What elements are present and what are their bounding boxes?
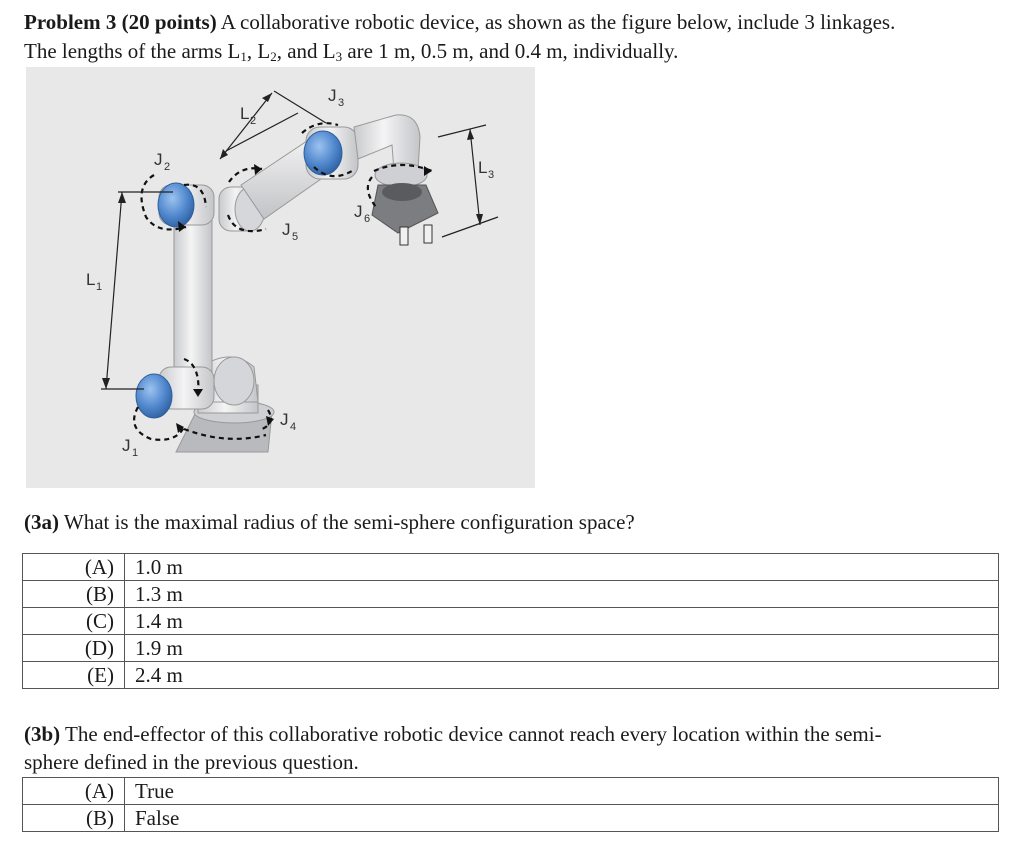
svg-text:2: 2 — [164, 161, 171, 173]
svg-text:5: 5 — [292, 231, 299, 243]
svg-text:2: 2 — [250, 115, 257, 127]
joint-j1-cap — [136, 374, 172, 418]
option-row[interactable] — [23, 805, 999, 832]
option-key: (D) — [23, 635, 125, 662]
problem-statement-line-2: The lengths of the arms $L_1$, $L_2$, and $L_3$ are 1 m, 0.5 m, and 0.4 m, individually. — [24, 39, 679, 64]
question-3b-options — [22, 777, 999, 832]
question-3a-label: (3a) — [24, 510, 59, 534]
option-key: (B) — [23, 581, 125, 608]
label-l1: L — [86, 270, 96, 289]
question-3a-text: What is the maximal radius of the semi-sphere configuration space? — [59, 510, 635, 534]
option-value: 2.4 m — [125, 662, 999, 689]
question-3a — [24, 509, 635, 535]
dimension-lines — [101, 91, 498, 389]
question-3b-label: (3b) — [24, 722, 61, 746]
option-row[interactable] — [23, 608, 999, 635]
option-value: 1.4 m — [125, 608, 999, 635]
robot-arm-diagram — [26, 67, 535, 488]
option-row[interactable] — [23, 581, 999, 608]
label-j6: J — [354, 202, 363, 221]
svg-text:3: 3 — [488, 169, 495, 181]
link-l1 — [174, 207, 212, 382]
question-3b-line-2: sphere defined in the previous question. — [24, 750, 359, 774]
svg-text:4: 4 — [290, 421, 297, 433]
label-j1: J — [122, 436, 131, 455]
option-key: (C) — [23, 608, 125, 635]
option-value: 1.9 m — [125, 635, 999, 662]
gripper-finger-right — [424, 225, 432, 243]
problem-statement-line-1 — [24, 9, 895, 35]
problem-intro: A collaborative robotic device, as shown as the figure below, include 3 linkages. — [216, 10, 896, 34]
question-3b-text: The end-effector of this collaborative robotic device cannot reach every location within the semi- — [60, 722, 882, 746]
shoulder-side-cap — [214, 357, 254, 405]
option-row[interactable] — [23, 778, 999, 805]
label-l2: L — [240, 104, 250, 123]
option-row[interactable] — [23, 635, 999, 662]
gripper-finger-left — [400, 227, 408, 245]
option-key: (A) — [23, 778, 125, 805]
question-3a-options — [22, 553, 999, 689]
joint-j3-cap — [304, 131, 342, 175]
option-value: True — [125, 778, 999, 805]
label-l3: L — [478, 158, 488, 177]
label-j2: J — [154, 150, 163, 169]
joint-j2-cap — [158, 183, 194, 227]
option-row[interactable] — [23, 554, 999, 581]
svg-text:6: 6 — [364, 213, 371, 225]
svg-text:3: 3 — [338, 97, 345, 109]
robot-arm-figure — [26, 67, 535, 488]
option-value: False — [125, 805, 999, 832]
option-value: 1.0 m — [125, 554, 999, 581]
svg-text:1: 1 — [132, 447, 139, 459]
question-3b-line-1 — [24, 721, 882, 747]
option-row[interactable] — [23, 662, 999, 689]
option-value: 1.3 m — [125, 581, 999, 608]
problem-title: Problem 3 (20 points) — [24, 10, 217, 34]
label-j5: J — [282, 220, 291, 239]
option-key: (E) — [23, 662, 125, 689]
option-key: (A) — [23, 554, 125, 581]
label-j3: J — [328, 86, 337, 105]
option-key: (B) — [23, 805, 125, 832]
svg-text:1: 1 — [96, 281, 103, 293]
label-j4: J — [280, 410, 289, 429]
